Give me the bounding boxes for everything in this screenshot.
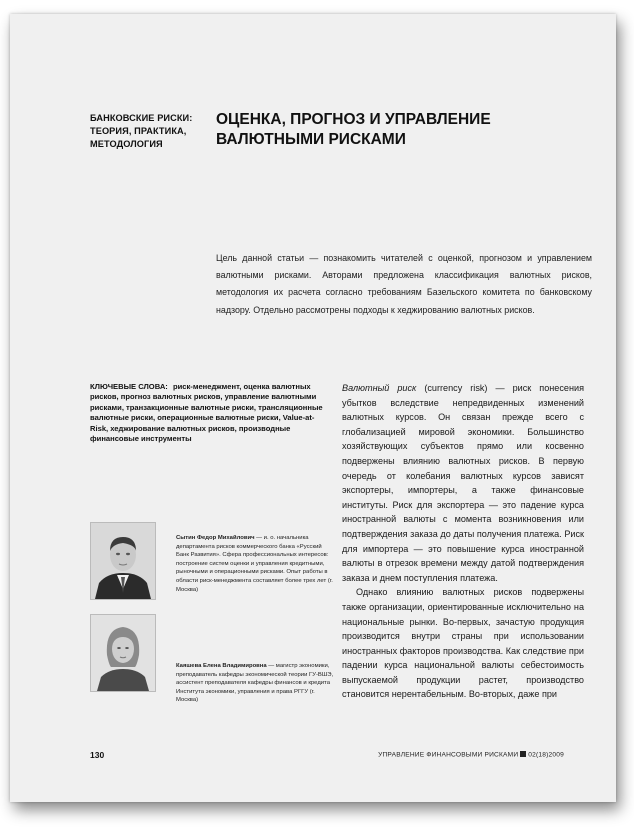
- author-description: — и. о. начальника департамента рисков коммерческого банка «Русский Банк Развития». Сфера профессиональных интересов: построение систем оценки и управления кредитными, рыночными и операционными рисками. Опыт работы в области риск-менеджмента составляет более трех лет (г. Москва): [176, 535, 333, 593]
- journal-page: [10, 14, 616, 802]
- author-bio: [176, 534, 334, 594]
- author-bio: [176, 662, 334, 705]
- paragraph-text: (currency risk) — риск понесения убытков вследствие непредвиденных изменений валютных курсов. Он связан прежде всего с глобализацией мировой экономики. Большинство хозяйствующих субъектов прямо или косвенно подвержены влиянию валютных рисков. В первую очередь от колебания валютных курсов зависят экспортеры, импортеры, а также финансовые институты. Риск для экспортера — это падение курса иностранной валюты с момента возникновения или подтверждения заказа до даты получения платежа. Риск для импортера — это повышение курса иностранной валюты в отрезок времени между датой подтверждения заказа и днем поступления платежа.: [342, 383, 584, 583]
- journal-footer: [378, 751, 564, 759]
- body-paragraph: [342, 381, 584, 585]
- journal-name: УПРАВЛЕНИЕ ФИНАНСОВЫМИ РИСКАМИ: [378, 751, 519, 759]
- journal-issue: 02(18)2009: [528, 751, 564, 759]
- author-card: [90, 522, 333, 598]
- keywords-text: риск-менеджмент, оценка валютных рисков, прогноз валютных рисков, управление валютными рисками, транзакционные валютные риски, трансляционные валютные риски, операционные валютные риски, Value-at-Risk, хеджирование валютных рисков, производные финансовые инструменты: [90, 382, 323, 444]
- author-description: — магистр экономики, преподаватель кафедры экономической теории ГУ-ВШЭ, ассистент преподавателя кафедры финансов и кредита Института экономики, управления и права РГГУ (г. Москва): [176, 663, 334, 704]
- body-paragraph: Однако влиянию валютных рисков подвержены также организации, ориентированные исключительно на национальные рынки. Во-первых, зачастую продукция производится внутри страны при использовании иностранных факторов производства. Как следствие при падении курса национальной валюты себестоимость выпускаемой продукции растет, производство становится нерентабельным. Во-вторых, даже при: [342, 587, 584, 700]
- author-name: Каяшева Елена Владимировна: [176, 663, 267, 669]
- page-number: 130: [90, 750, 105, 760]
- article-abstract: Цель данной статьи — познакомить читателей с оценкой, прогнозом и управлением валютными рисками. Авторами предложена классификация валютных рисков, методология их расчета согласно требованиям Базельского комитета по банковскому надзору. Отдельно рассмотрены подходы к хеджированию валютных рисков.: [216, 253, 592, 315]
- article-body: [342, 381, 584, 702]
- author-photo: [90, 522, 156, 600]
- keywords-label: КЛЮЧЕВЫЕ СЛОВА:: [90, 382, 168, 391]
- square-bullet-icon: [520, 751, 526, 757]
- article-title: ОЦЕНКА, ПРОГНОЗ И УПРАВЛЕНИЕ ВАЛЮТНЫМИ РИСКАМИ: [216, 111, 491, 148]
- author-name: Сытин Федор Михайлович: [176, 535, 255, 541]
- section-label: БАНКОВСКИЕ РИСКИ: ТЕОРИЯ, ПРАКТИКА, МЕТОДОЛОГИЯ: [90, 113, 193, 149]
- defined-term: Валютный риск: [342, 383, 417, 393]
- author-card: [90, 614, 334, 704]
- author-photo: [90, 614, 156, 692]
- keywords-block: [90, 382, 326, 444]
